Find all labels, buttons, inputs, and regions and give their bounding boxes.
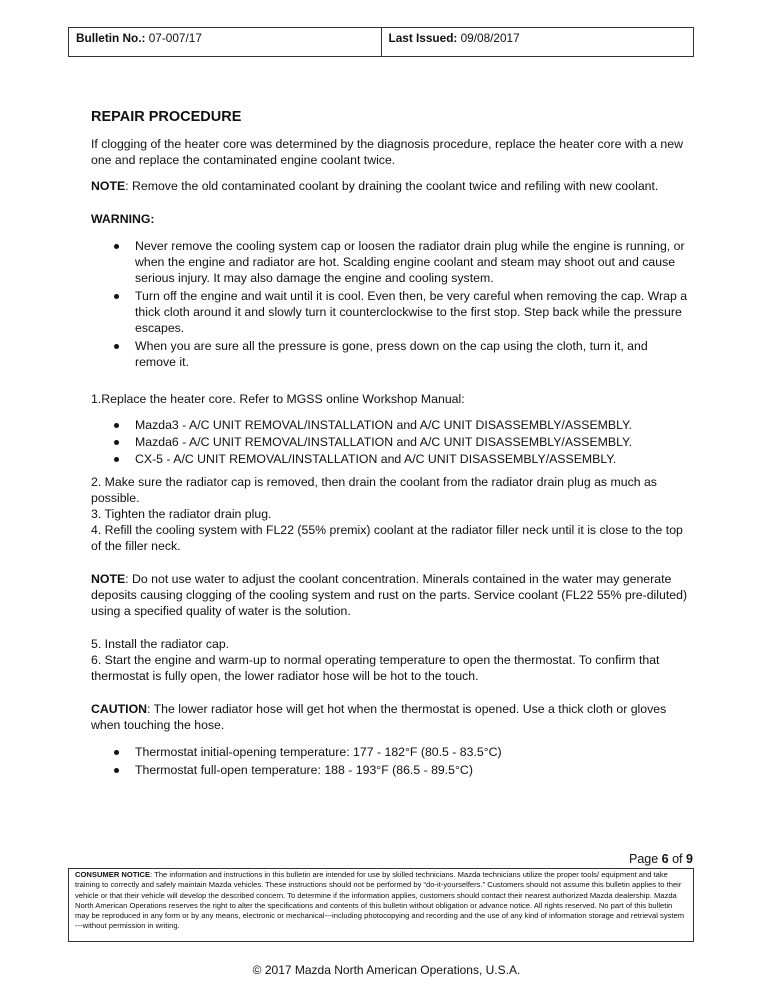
- caution-paragraph: [91, 701, 691, 733]
- model-list: [91, 417, 691, 467]
- list-item: Thermostat full-open temperature: 188 - 193°F (86.5 - 89.5°C): [91, 762, 691, 778]
- bulletin-number-value: 07-007/17: [148, 31, 202, 45]
- step-5: 5. Install the radiator cap.: [91, 637, 230, 651]
- warning-heading: WARNING:: [91, 212, 155, 226]
- consumer-notice: [68, 868, 694, 942]
- thermostat-list: [91, 744, 691, 778]
- last-issued-value: 09/08/2017: [460, 31, 520, 45]
- note-label: NOTE: [91, 179, 126, 193]
- list-item: When you are sure all the pressure is gone, press down on the cap using the cloth, turn it, and remove it.: [91, 338, 691, 370]
- bulletin-number-cell: [69, 28, 381, 56]
- consumer-notice-label: CONSUMER NOTICE: [75, 870, 151, 879]
- note-paragraph-1: [91, 178, 691, 194]
- list-item: Turn off the engine and wait until it is cool. Even then, be very careful when removing the cap. Wrap a thick cloth around it and slowly turn it counterclockwise to the first stop. Step back while the pressure escapes.: [91, 288, 691, 336]
- note-paragraph-2: [91, 571, 691, 619]
- caution-text: : The lower radiator hose will get hot when the thermostat is opened. Use a thick cloth or gloves when touching the hose.: [91, 702, 667, 732]
- step-3: 3. Tighten the radiator drain plug.: [91, 507, 272, 521]
- last-issued-label: Last Issued:: [388, 31, 458, 45]
- intro-paragraph: If clogging of the heater core was determined by the diagnosis procedure, replace the heater core with a new one and replace the contaminated engine coolant twice.: [91, 137, 683, 167]
- caution-label: CAUTION: [91, 702, 148, 716]
- document-body: [91, 109, 691, 780]
- list-item: Mazda3 - A/C UNIT REMOVAL/INSTALLATION and A/C UNIT DISASSEMBLY/ASSEMBLY.: [91, 417, 691, 433]
- list-item: Never remove the cooling system cap or loosen the radiator drain plug while the engine is running, or when the engine and radiator are hot. Scalding engine coolant and steam may shoot out and cause serious injury. It may also damage the engine and cooling system.: [91, 238, 691, 286]
- step-4: 4. Refill the cooling system with FL22 (55% premix) coolant at the radiator filler neck until it is close to the top of the filler neck.: [91, 523, 683, 553]
- list-item: Thermostat initial-opening temperature: 177 - 182°F (80.5 - 83.5°C): [91, 744, 691, 760]
- page-current: 6: [661, 852, 669, 866]
- warning-list: [91, 238, 691, 370]
- list-item: CX-5 - A/C UNIT REMOVAL/INSTALLATION and A/C UNIT DISASSEMBLY/ASSEMBLY.: [91, 451, 691, 467]
- note-text: : Do not use water to adjust the coolant concentration. Minerals contained in the water may generate deposits causing clogging of the cooling system and rust on the parts. Service coolant (FL22 55% pre-diluted) using a specified quality of water is the solution.: [91, 572, 688, 618]
- bulletin-header: [68, 27, 694, 57]
- section-title: REPAIR PROCEDURE: [91, 109, 242, 125]
- last-issued-cell: [381, 28, 694, 56]
- step-2: 2. Make sure the radiator cap is removed, then drain the coolant from the radiator drain plug as much as possible.: [91, 475, 657, 505]
- step-6: 6. Start the engine and warm-up to normal operating temperature to open the thermostat. To confirm that thermostat is fully open, the lower radiator hose will be hot to the touch.: [91, 653, 660, 683]
- consumer-notice-text: : The information and instructions in this bulletin are intended for use by skilled technicians. Mazda technicians utilize the proper tools/ equipment and take training to correctly and safely maintain Mazda vehicles. These instructions should not be performed by “do-it-yourselfers.” Customers should not assume this bulletin applies to their vehicle or that their vehicle will develop the described concern. To determine if the information applies, customers should contact their nearest authorized Mazda dealership. Mazda North American Operations reserves the right to alter the specifications and contents of this bulletin without obligation or advance notice. All rights reserved. No part of this bulletin may be reproduced in any form or by any means, electronic or mechanical---including photocopying and recording and the use of any kind of information storage and retrieval system ---without permission in writing.: [75, 870, 685, 931]
- list-item: Mazda6 - A/C UNIT REMOVAL/INSTALLATION and A/C UNIT DISASSEMBLY/ASSEMBLY.: [91, 434, 691, 450]
- page-prefix: Page: [629, 852, 662, 866]
- copyright-footer: © 2017 Mazda North American Operations, U.S.A.: [252, 963, 521, 977]
- bulletin-number-label: Bulletin No.:: [76, 31, 146, 45]
- page-number: [629, 852, 693, 866]
- page-total: 9: [686, 852, 693, 866]
- step-1: 1.Replace the heater core. Refer to MGSS online Workshop Manual:: [91, 392, 465, 406]
- note-label: NOTE: [91, 572, 126, 586]
- note-text: : Remove the old contaminated coolant by draining the coolant twice and refiling with new coolant.: [125, 179, 659, 193]
- page-middle: of: [668, 852, 686, 866]
